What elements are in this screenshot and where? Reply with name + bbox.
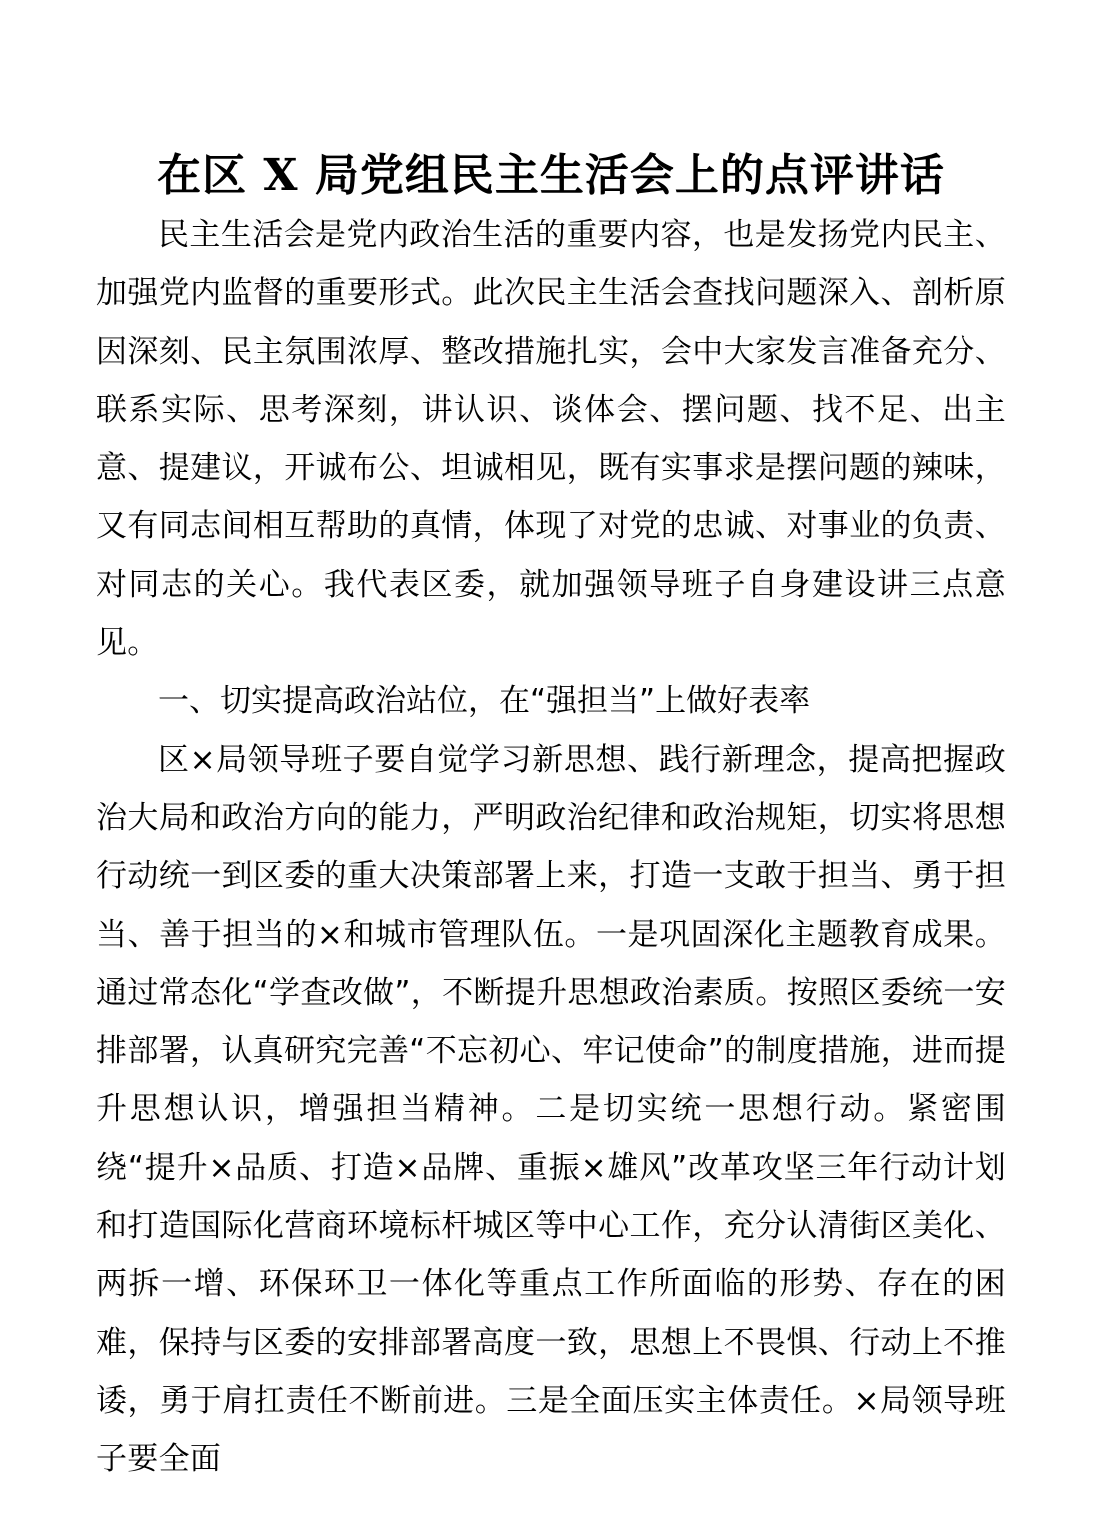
intro-paragraph: 民主生活会是党内政治生活的重要内容，也是发扬党内民主、加强党内监督的重要形式。此次民主生活会查找问题深入、剖析原因深刻、民主氛围浓厚、整改措施扎实，会中大家发言准备充分、联系实际、思考深刻，讲认识、谈体会、摆问题、找不足、出主意、提建议，开诚布公、坦诚相见，既有实事求是摆问题的辣味，又有同志间相互帮助的真情，体现了对党的忠诚、对事业的负责、对同志的关心。我代表区委，就加强领导班子自身建设讲三点意见。 (96, 217, 1006, 662)
document-title: 在区 X 局党组民主生活会上的点评讲话 (157, 150, 945, 201)
section-heading-1: 一、切实提高政治站位，在“强担当”上做好表率 (158, 683, 811, 720)
document-page (96, 146, 1006, 1489)
section-1-paragraph: 区×局领导班子要自觉学习新思想、践行新理念，提高把握政治大局和政治方向的能力，严明政治纪律和政治规矩，切实将思想行动统一到区委的重大决策部署上来，打造一支敢于担当、勇于担当、善于担当的×和城市管理队伍。一是巩固深化主题教育成果。通过常态化“学查改做”，不断提升思想政治素质。按照区委统一安排部署，认真研究完善“不忘初心、牢记使命”的制度措施，进而提升思想认识，增强担当精神。二是切实统一思想行动。紧密围绕“提升×品质、打造×品牌、重振×雄风”改革攻坚三年行动计划和打造国际化营商环境标杆城区等中心工作，充分认清街区美化、两拆一增、环保环卫一体化等重点工作所面临的形势、存在的困难，保持与区委的安排部署高度一致，思想上不畏惧、行动上不推诿，勇于肩扛责任不断前进。三是全面压实主体责任。×局领导班子要全面 (96, 741, 1006, 1478)
